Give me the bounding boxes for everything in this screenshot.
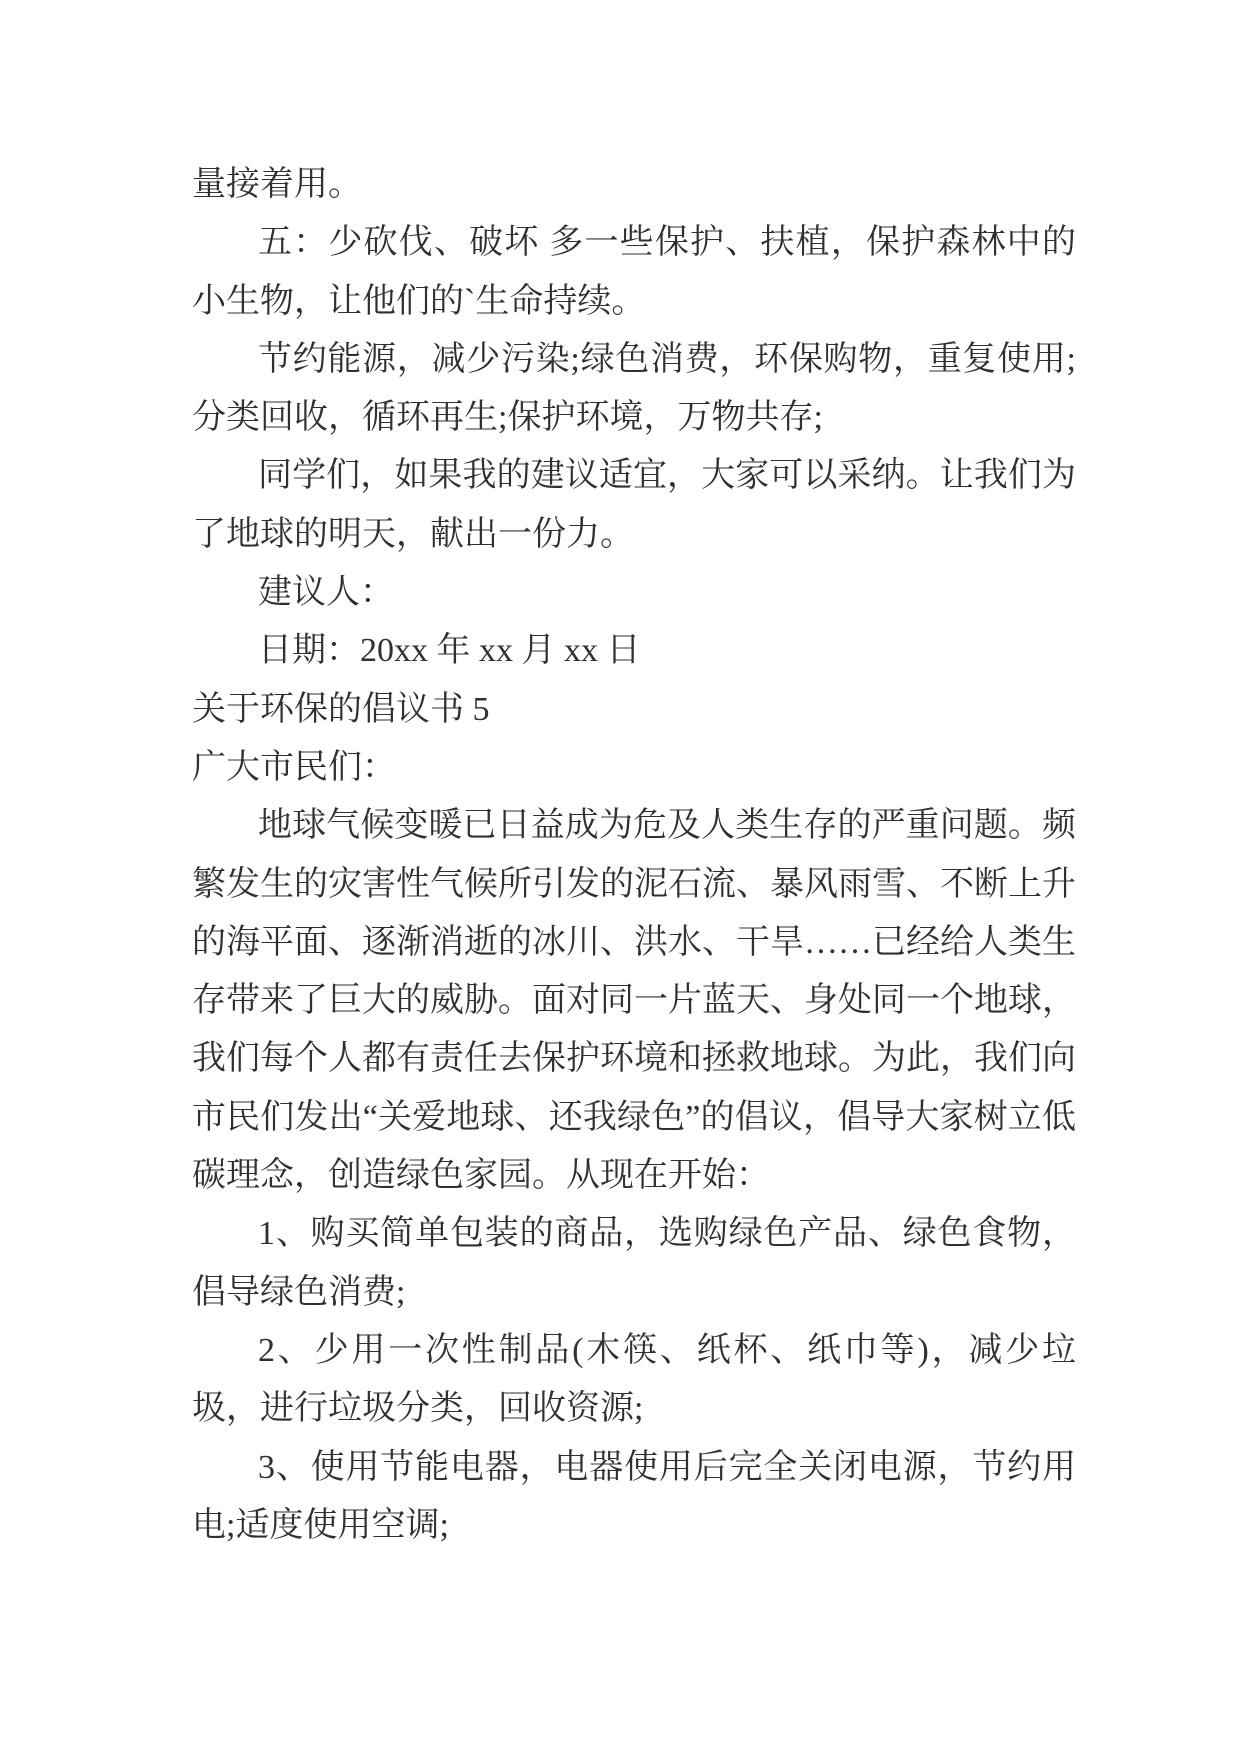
paragraph-continuation: 量接着用。: [192, 166, 362, 203]
section-heading-proposal-5: 关于环保的倡议书 5: [192, 690, 490, 728]
list-item-2: 2、少用一次性制品(木筷、纸杯、纸巾等)，减少垃圾，进行垃圾分类，回收资源;: [192, 1331, 1076, 1428]
paragraph-climate-intro: 地球气候变暖已日益成为危及人类生存的严重问题。频繁发生的灾害性气候所引发的泥石流、暴风雨雪、不断上升的海平面、逐渐消逝的冰川、洪水、干旱……已经给人类生存带来了巨大的威胁。面对同一片蓝天、身处同一个地球，我们每个人都有责任去保护环境和拯救地球。为此，我们向市民们发出“关爱地球、还我绿色”的倡议，倡导大家树立低碳理念，创造绿色家园。从现在开始：: [192, 807, 1076, 1195]
salutation: 广大市民们：: [192, 748, 396, 786]
paragraph-slogans: 节约能源，减少污染;绿色消费，环保购物，重复使用;分类回收，循环再生;保护环境，万物共存;: [192, 340, 1076, 437]
list-item-3: 3、使用节能电器，电器使用后完全关闭电源，节约用电;适度使用空调;: [192, 1448, 1076, 1544]
paragraph-item-five: 五：少砍伐、破坏 多一些保护、扶植，保护森林中的小生物，让他们的`生命持续。: [192, 224, 1076, 320]
document-text-block: [192, 156, 1076, 1555]
list-item-1: 1、购买简单包装的商品，选购绿色产品、绿色食物，倡导绿色消费;: [192, 1215, 1076, 1311]
signature-line: 建议人：: [258, 574, 394, 612]
paragraph-closing-appeal: 同学们，如果我的建议适宜，大家可以采纳。让我们为了地球的明天，献出一份力。: [192, 457, 1076, 553]
date-line: 日期：20xx 年 xx 月 xx 日: [258, 632, 641, 670]
